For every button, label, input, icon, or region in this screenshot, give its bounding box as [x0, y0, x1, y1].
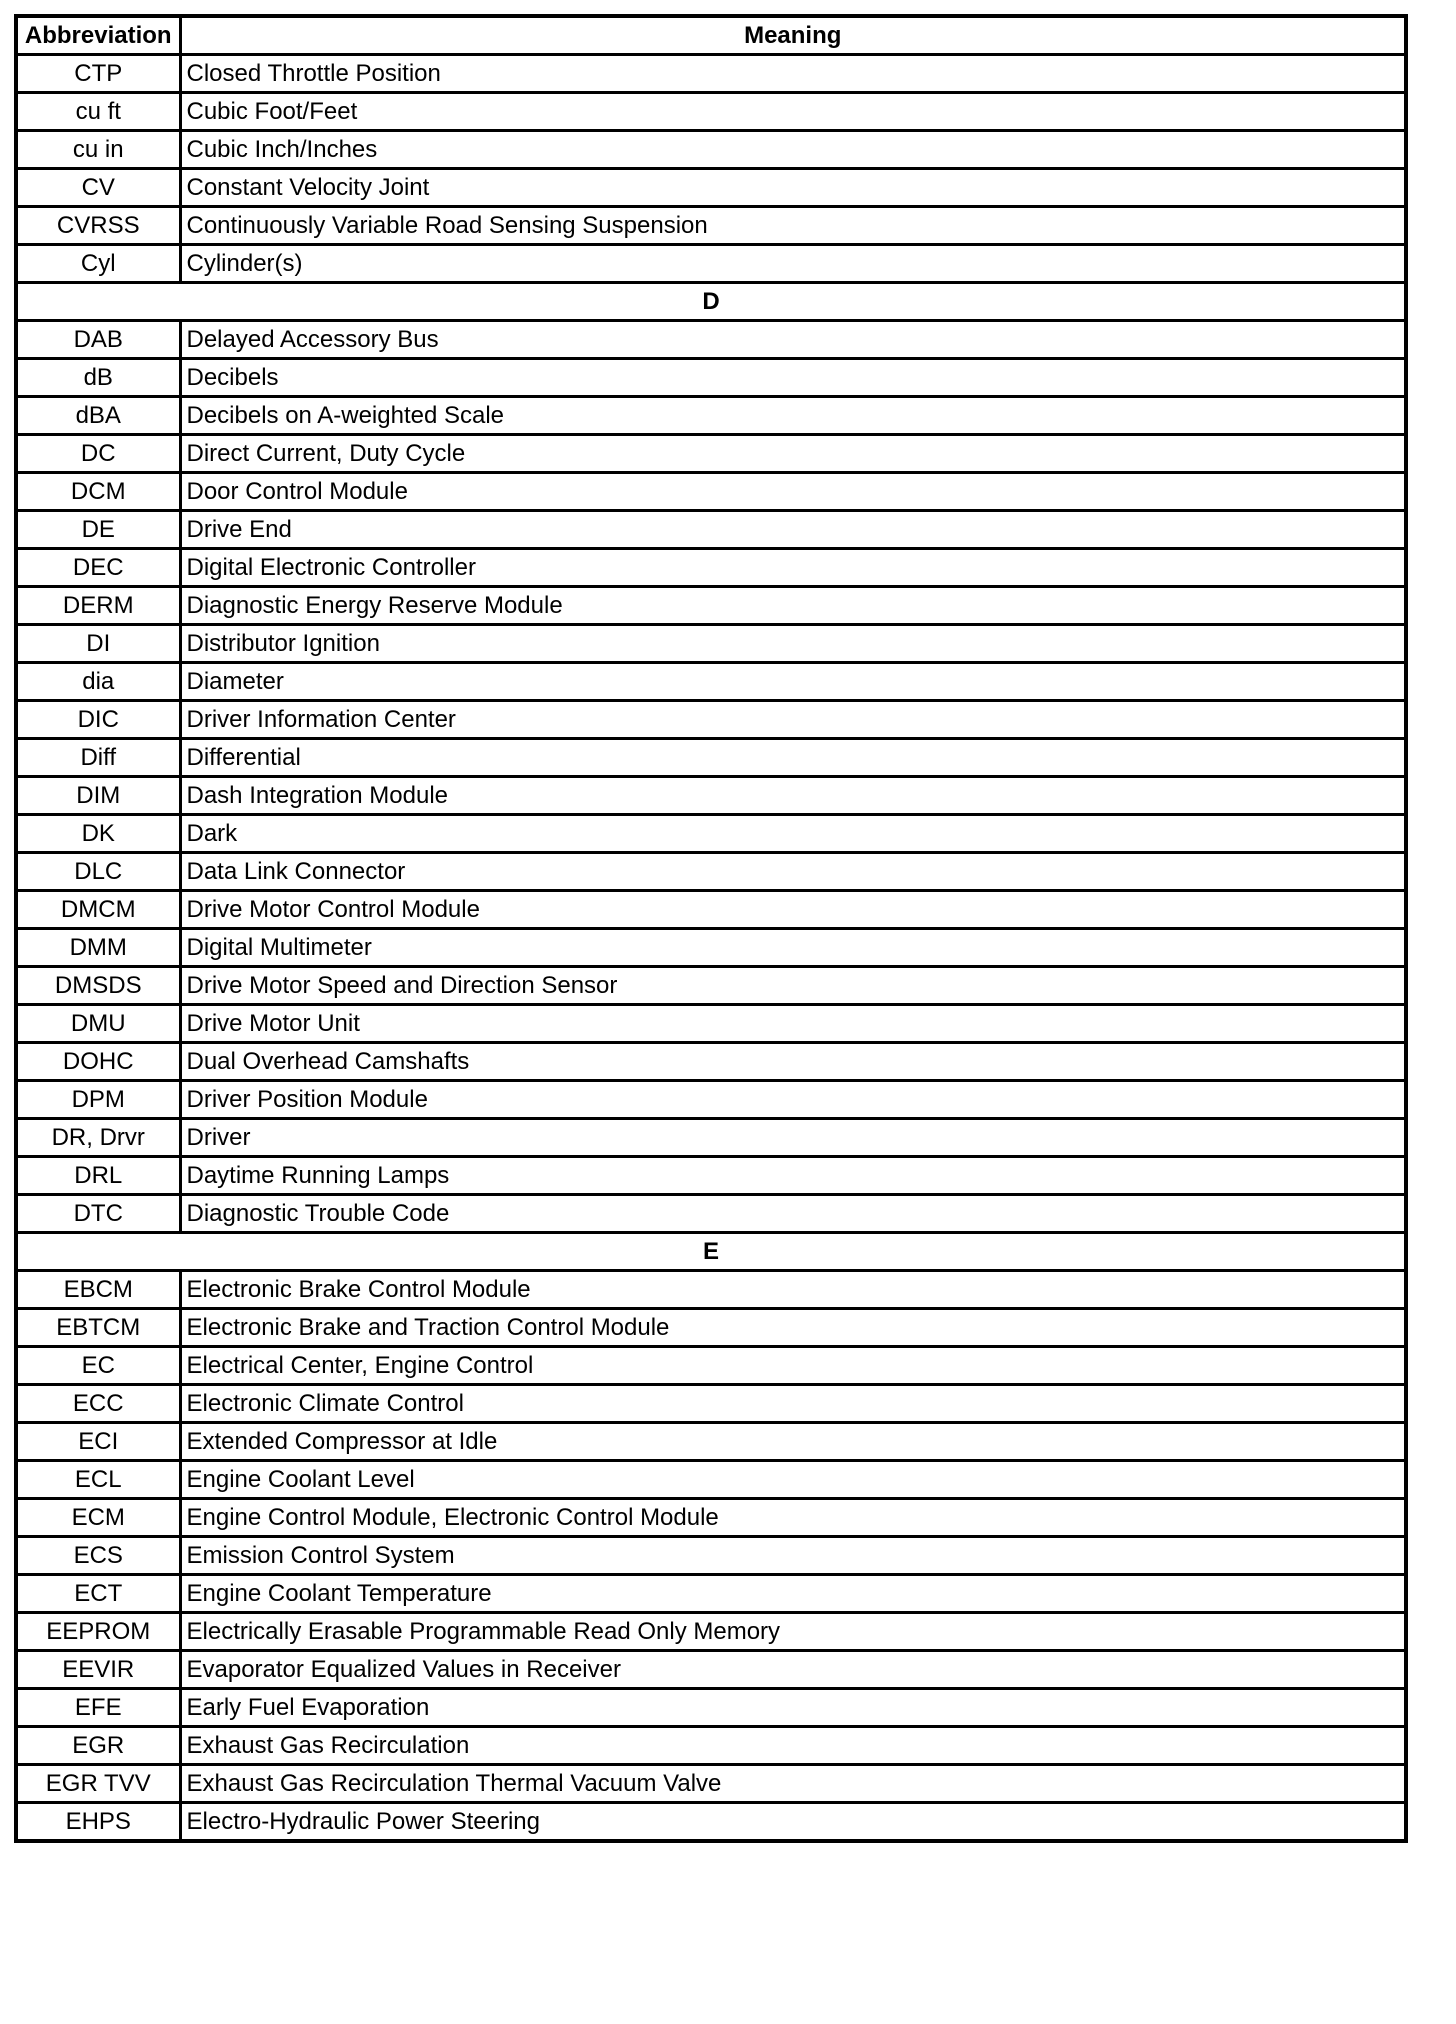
meaning-cell: Electrical Center, Engine Control — [180, 1347, 1406, 1385]
meaning-cell: Dash Integration Module — [180, 777, 1406, 815]
section-row — [16, 283, 1406, 321]
header-row — [16, 16, 1406, 55]
table-row — [16, 1499, 1406, 1537]
table-row — [16, 473, 1406, 511]
meaning-cell: Driver Position Module — [180, 1081, 1406, 1119]
abbreviation-cell: DIM — [16, 777, 180, 815]
table-row — [16, 1803, 1406, 1842]
abbreviation-cell: DK — [16, 815, 180, 853]
meaning-cell: Electrically Erasable Programmable Read Only Memory — [180, 1613, 1406, 1651]
table-row — [16, 169, 1406, 207]
abbreviation-cell: EC — [16, 1347, 180, 1385]
meaning-cell: Exhaust Gas Recirculation Thermal Vacuum Valve — [180, 1765, 1406, 1803]
abbreviation-cell: DEC — [16, 549, 180, 587]
meaning-cell: Evaporator Equalized Values in Receiver — [180, 1651, 1406, 1689]
abbreviation-cell: dB — [16, 359, 180, 397]
table-row — [16, 511, 1406, 549]
table-row — [16, 549, 1406, 587]
abbreviation-cell: dia — [16, 663, 180, 701]
abbreviation-cell: DMCM — [16, 891, 180, 929]
table-row — [16, 967, 1406, 1005]
abbreviation-column-header: Abbreviation — [16, 16, 180, 55]
meaning-cell: Direct Current, Duty Cycle — [180, 435, 1406, 473]
table-row — [16, 815, 1406, 853]
table-row — [16, 207, 1406, 245]
meaning-cell: Daytime Running Lamps — [180, 1157, 1406, 1195]
table-row — [16, 1689, 1406, 1727]
abbreviation-cell: DC — [16, 435, 180, 473]
abbreviation-cell: ECC — [16, 1385, 180, 1423]
abbreviation-cell: DOHC — [16, 1043, 180, 1081]
table-row — [16, 1461, 1406, 1499]
meaning-cell: Electronic Climate Control — [180, 1385, 1406, 1423]
table-row — [16, 1157, 1406, 1195]
meaning-cell: Diameter — [180, 663, 1406, 701]
table-row — [16, 1309, 1406, 1347]
meaning-cell: Drive Motor Control Module — [180, 891, 1406, 929]
abbreviation-cell: ECI — [16, 1423, 180, 1461]
abbreviation-cell: EBCM — [16, 1271, 180, 1309]
table-row — [16, 1575, 1406, 1613]
abbreviation-cell: DPM — [16, 1081, 180, 1119]
meaning-cell: Cubic Foot/Feet — [180, 93, 1406, 131]
table-row — [16, 701, 1406, 739]
meaning-cell: Decibels on A-weighted Scale — [180, 397, 1406, 435]
table-row — [16, 929, 1406, 967]
meaning-cell: Dark — [180, 815, 1406, 853]
meaning-cell: Emission Control System — [180, 1537, 1406, 1575]
table-row — [16, 777, 1406, 815]
meaning-cell: Drive End — [180, 511, 1406, 549]
table-row — [16, 93, 1406, 131]
table-row — [16, 1271, 1406, 1309]
abbreviation-cell: ECT — [16, 1575, 180, 1613]
abbreviation-cell: DI — [16, 625, 180, 663]
meaning-cell: Engine Control Module, Electronic Control Module — [180, 1499, 1406, 1537]
meaning-cell: Electronic Brake and Traction Control Module — [180, 1309, 1406, 1347]
meaning-cell: Cubic Inch/Inches — [180, 131, 1406, 169]
table-row — [16, 435, 1406, 473]
section-letter: D — [16, 283, 1406, 321]
table-row — [16, 1423, 1406, 1461]
meaning-cell: Digital Multimeter — [180, 929, 1406, 967]
meaning-cell: Diagnostic Trouble Code — [180, 1195, 1406, 1233]
abbreviation-cell: DERM — [16, 587, 180, 625]
section-letter: E — [16, 1233, 1406, 1271]
abbreviation-cell: EEVIR — [16, 1651, 180, 1689]
section-row — [16, 1233, 1406, 1271]
table-row — [16, 245, 1406, 283]
meaning-column-header: Meaning — [180, 16, 1406, 55]
abbreviation-cell: CTP — [16, 55, 180, 93]
abbreviation-cell: EGR — [16, 1727, 180, 1765]
meaning-cell: Engine Coolant Level — [180, 1461, 1406, 1499]
table-body — [16, 55, 1406, 1842]
table-row — [16, 1537, 1406, 1575]
table-row — [16, 1005, 1406, 1043]
meaning-cell: Decibels — [180, 359, 1406, 397]
meaning-cell: Drive Motor Unit — [180, 1005, 1406, 1043]
abbreviation-cell: EBTCM — [16, 1309, 180, 1347]
table-row — [16, 1195, 1406, 1233]
abbreviation-cell: cu ft — [16, 93, 180, 131]
meaning-cell: Constant Velocity Joint — [180, 169, 1406, 207]
table-row — [16, 853, 1406, 891]
table-row — [16, 587, 1406, 625]
meaning-cell: Exhaust Gas Recirculation — [180, 1727, 1406, 1765]
table-row — [16, 1727, 1406, 1765]
abbreviation-cell: DRL — [16, 1157, 180, 1195]
meaning-cell: Closed Throttle Position — [180, 55, 1406, 93]
abbreviation-cell: DR, Drvr — [16, 1119, 180, 1157]
meaning-cell: Differential — [180, 739, 1406, 777]
abbreviation-cell: CV — [16, 169, 180, 207]
table-row — [16, 1119, 1406, 1157]
meaning-cell: Extended Compressor at Idle — [180, 1423, 1406, 1461]
meaning-cell: Data Link Connector — [180, 853, 1406, 891]
abbreviation-cell: EFE — [16, 1689, 180, 1727]
table-row — [16, 397, 1406, 435]
meaning-cell: Continuously Variable Road Sensing Suspension — [180, 207, 1406, 245]
abbreviation-cell: EHPS — [16, 1803, 180, 1842]
table-row — [16, 1651, 1406, 1689]
abbreviation-cell: Cyl — [16, 245, 180, 283]
abbreviation-cell: ECM — [16, 1499, 180, 1537]
abbreviation-cell: DIC — [16, 701, 180, 739]
table-row — [16, 663, 1406, 701]
table-row — [16, 1613, 1406, 1651]
abbreviation-cell: DE — [16, 511, 180, 549]
abbreviation-cell: CVRSS — [16, 207, 180, 245]
abbreviation-cell: DAB — [16, 321, 180, 359]
table-row — [16, 131, 1406, 169]
meaning-cell: Cylinder(s) — [180, 245, 1406, 283]
table-row — [16, 739, 1406, 777]
abbreviation-cell: DMM — [16, 929, 180, 967]
abbreviation-cell: cu in — [16, 131, 180, 169]
meaning-cell: Electro-Hydraulic Power Steering — [180, 1803, 1406, 1842]
abbreviation-cell: Diff — [16, 739, 180, 777]
abbreviation-cell: ECL — [16, 1461, 180, 1499]
abbreviation-cell: DMU — [16, 1005, 180, 1043]
table-row — [16, 359, 1406, 397]
meaning-cell: Door Control Module — [180, 473, 1406, 511]
table-row — [16, 625, 1406, 663]
meaning-cell: Diagnostic Energy Reserve Module — [180, 587, 1406, 625]
meaning-cell: Driver Information Center — [180, 701, 1406, 739]
table-row — [16, 891, 1406, 929]
meaning-cell: Digital Electronic Controller — [180, 549, 1406, 587]
table-row — [16, 321, 1406, 359]
abbreviation-cell: EEPROM — [16, 1613, 180, 1651]
table-row — [16, 55, 1406, 93]
abbreviation-cell: DLC — [16, 853, 180, 891]
table-row — [16, 1765, 1406, 1803]
abbreviation-cell: EGR TVV — [16, 1765, 180, 1803]
abbreviation-cell: DTC — [16, 1195, 180, 1233]
table-row — [16, 1043, 1406, 1081]
table-row — [16, 1385, 1406, 1423]
meaning-cell: Distributor Ignition — [180, 625, 1406, 663]
meaning-cell: Engine Coolant Temperature — [180, 1575, 1406, 1613]
meaning-cell: Electronic Brake Control Module — [180, 1271, 1406, 1309]
abbreviation-cell: DMSDS — [16, 967, 180, 1005]
meaning-cell: Dual Overhead Camshafts — [180, 1043, 1406, 1081]
table-row — [16, 1081, 1406, 1119]
abbreviation-cell: dBA — [16, 397, 180, 435]
abbreviation-cell: DCM — [16, 473, 180, 511]
abbreviation-cell: ECS — [16, 1537, 180, 1575]
meaning-cell: Early Fuel Evaporation — [180, 1689, 1406, 1727]
meaning-cell: Driver — [180, 1119, 1406, 1157]
table-row — [16, 1347, 1406, 1385]
meaning-cell: Drive Motor Speed and Direction Sensor — [180, 967, 1406, 1005]
abbreviation-table — [14, 14, 1408, 1843]
meaning-cell: Delayed Accessory Bus — [180, 321, 1406, 359]
